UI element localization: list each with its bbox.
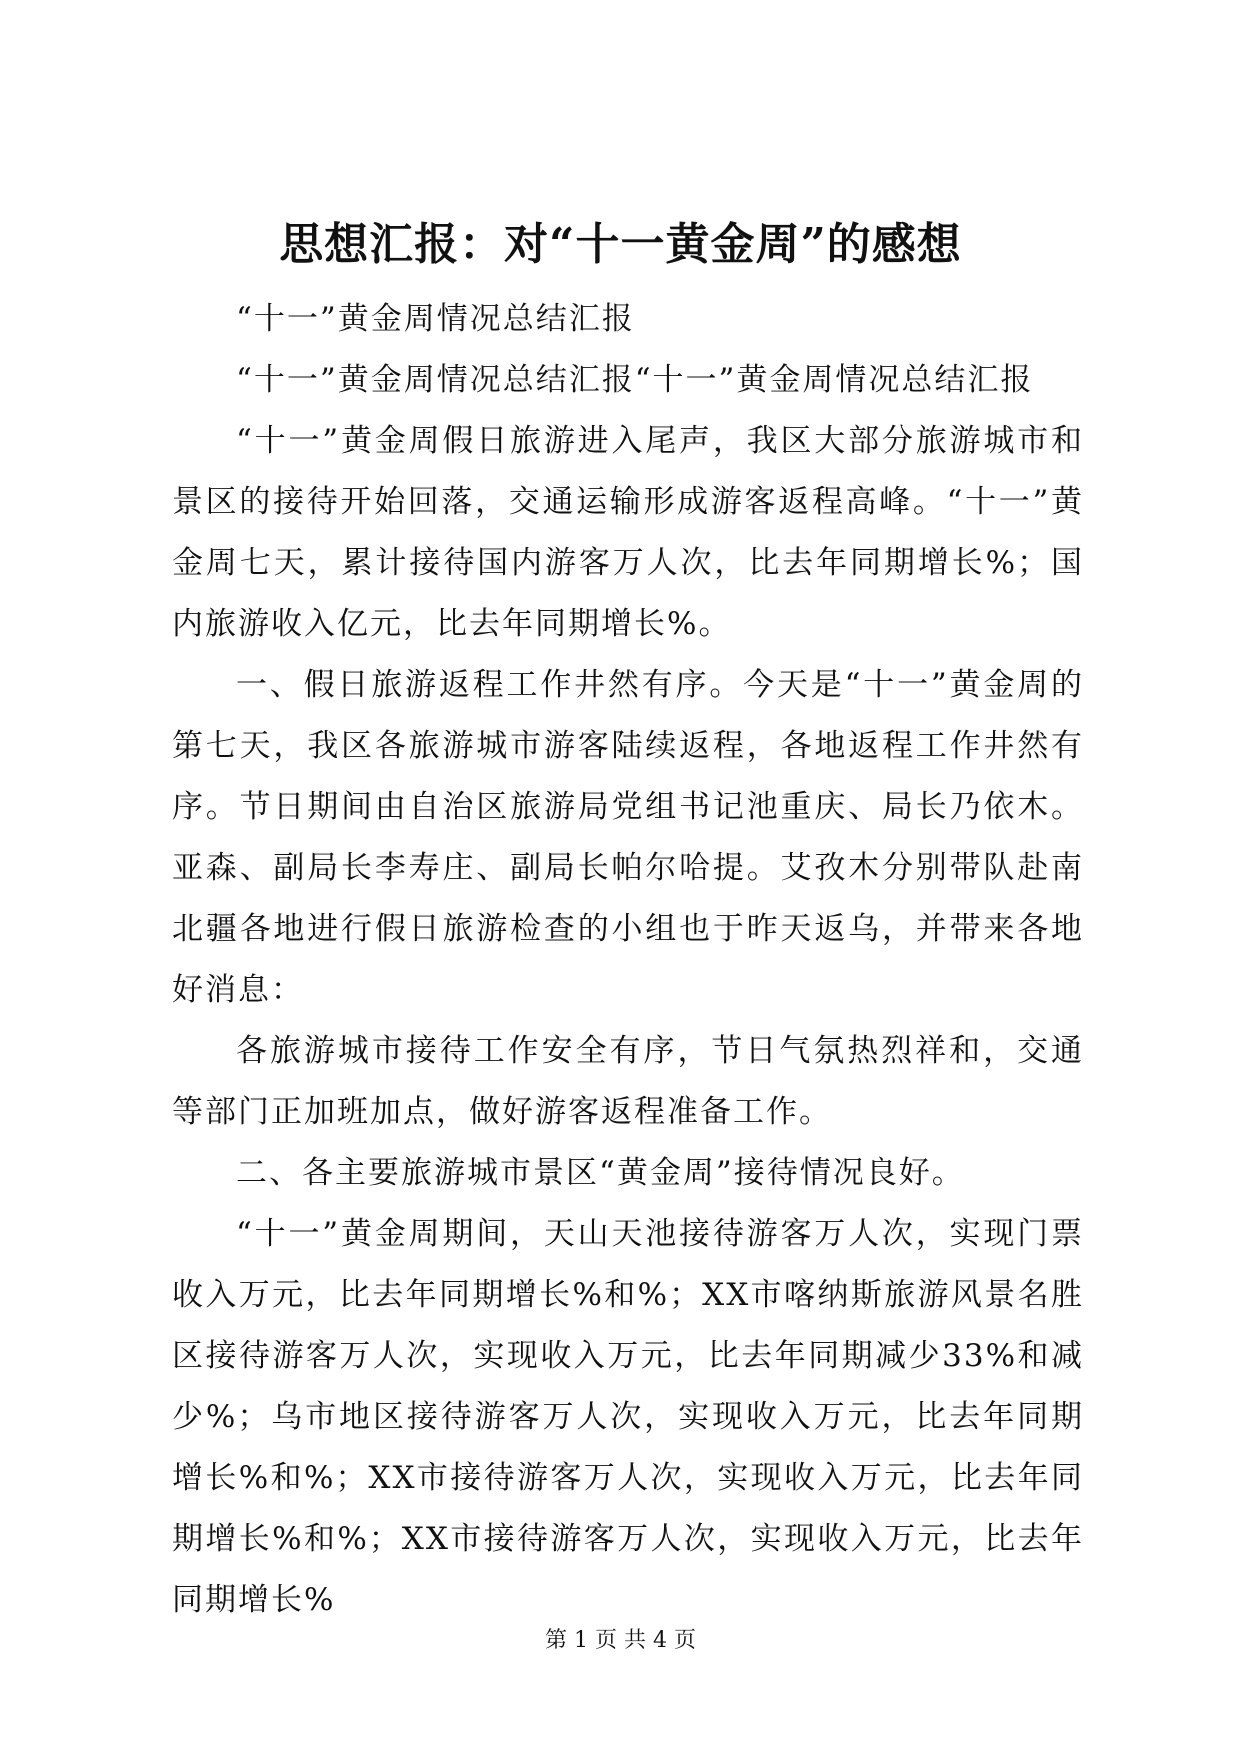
paragraph: “十一”黄金周情况总结汇报“十一”黄金周情况总结汇报: [236, 362, 1034, 398]
paragraph: “十一”黄金周假日旅游进入尾声，我区大部分旅游城市和景区的接待开始回落，交通运输形成游客返程高峰。“十一”黄金周七天，累计接待国内游客万人次，比去年同期增长%；国内旅游收入亿元，比去年同期增长%。: [172, 423, 1084, 642]
page-footer: 第 1 页 共 4 页: [545, 1628, 696, 1653]
document-title: 思想汇报：对“十一黄金周”的感想: [279, 219, 962, 270]
paragraph: “十一”黄金周期间，天山天池接待游客万人次，实现门票收入万元，比去年同期增长%和%；XX市喀纳斯旅游风景名胜区接待游客万人次，实现收入万元，比去年同期减少33%和减少%；乌市地区接待游客万人次，实现收入万元，比去年同期增长%和%；XX市接待游客万人次，实现收入万元，比去年同期增长%和%；XX市接待游客万人次，实现收入万元，比去年同期增长%: [172, 1216, 1084, 1618]
document-body: [172, 289, 1084, 1631]
paragraph: “十一”黄金周情况总结汇报: [236, 301, 635, 337]
paragraph: 一、假日旅游返程工作井然有序。今天是“十一”黄金周的第七天，我区各旅游城市游客陆续返程，各地返程工作井然有序。节日期间由自治区旅游局党组书记池重庆、局长乃依木。亚森、副局长李寿庄、副局长帕尔哈提。艾孜木分别带队赴南北疆各地进行假日旅游检查的小组也于昨天返乌，并带来各地好消息：: [172, 667, 1084, 1008]
paragraph: 二、各主要旅游城市景区“黄金周”接待情况良好。: [236, 1155, 965, 1191]
paragraph: 各旅游城市接待工作安全有序，节日气氛热烈祥和，交通等部门正加班加点，做好游客返程准备工作。: [172, 1033, 1084, 1130]
